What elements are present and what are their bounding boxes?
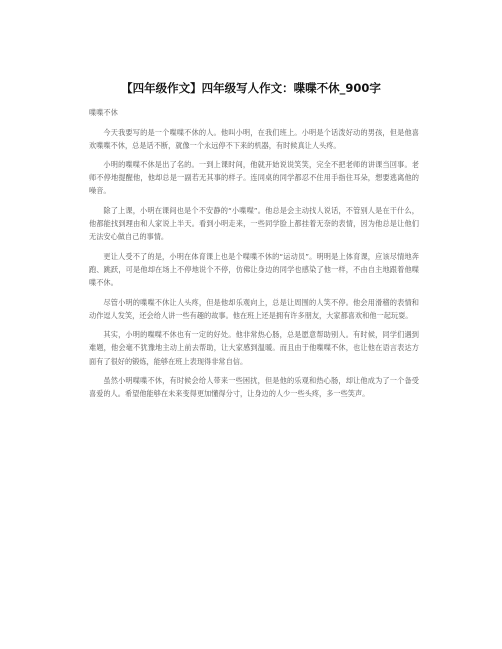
paragraph-7: 虽然小明喋喋不休，有时候会给人带来一些困扰，但是他的乐观和热心肠，却让他成为了一个备受喜爱的人。希望他能够在未来变得更加懂得分寸，让身边的人少一些头疼，多一些笑声。: [89, 376, 419, 399]
document-title: 【四年级作文】四年级写人作文：喋喋不休_900字: [121, 81, 381, 95]
document-body: [89, 106, 419, 407]
paragraph-6: 其实，小明的喋喋不休也有一定的好处。他非常热心肠，总是愿意帮助别人。有时候，同学们遇到难题，他会毫不犹豫地主动上前去帮助，让大家感到温暖。而且由于他喋喋不休，也让他在语言表达方面有了很好的锻炼，能够在班上表现得非常自信。: [89, 330, 419, 366]
paragraph-5: 尽管小明的喋喋不休让人头疼，但是他却乐观向上，总是让周围的人笑不停。他会用滑稽的表情和动作逗人发笑，还会给人讲一些有趣的故事。他在班上还是拥有许多朋友，大家都喜欢和他一起玩耍。: [89, 297, 419, 320]
paragraph-4: 更让人受不了的是，小明在体育课上也是个喋喋不休的“运动员”。明明是上体育课，应该尽情地奔跑、跳跃，可是他却在场上不停地说个不停，仿佛让身边的同学也感染了他一样，不由自主地跟着他喋喋不休。: [89, 251, 419, 288]
paragraph-2: 小明的喋喋不休是出了名的。一到上课时间，他就开始说说笑笑，完全不把老师的讲课当回事。老师不停地提醒他，他却总是一副若无其事的样子。连同桌的同学都忍不住用手指住耳朵，想要逃离他的噪音。: [89, 160, 419, 196]
paragraph-3: 除了上课，小明在课间也是个不安静的“小喋喋”。他总是会主动找人说话，不管别人是在干什么，他都能找到理由和人家说上半天。看到小明走来，一些同学脸上都挂着无奈的表情，因为他总是让他们无法安心做自己的事情。: [89, 206, 419, 242]
document-subtitle: 喋喋不休: [89, 108, 118, 117]
paragraph-1: 今天我要写的是一个喋喋不休的人。他叫小明，在我们班上。小明是个话泼好动的男孩，但是他喜欢喋喋不休，总是话不断，就像一个永远停不下来的机器，有时候真让人头疼。: [89, 127, 419, 150]
